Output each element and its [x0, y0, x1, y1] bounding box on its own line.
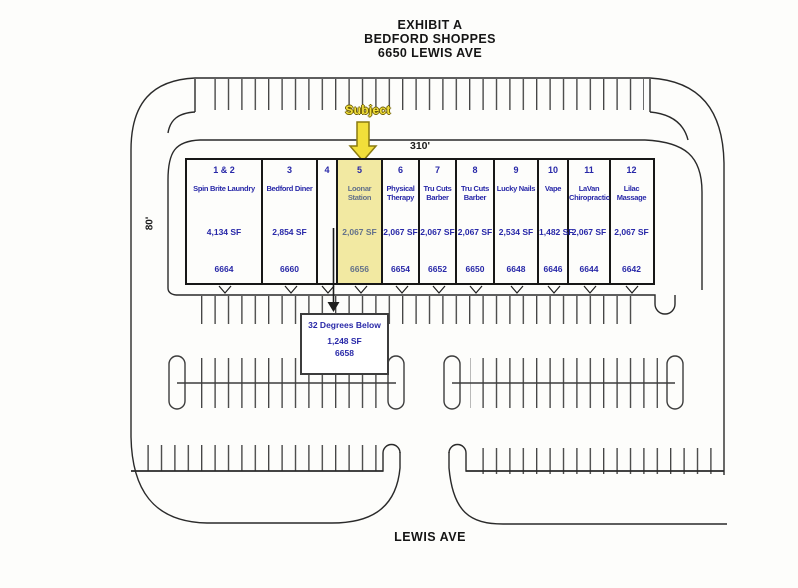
unit-9 — [495, 160, 539, 283]
unit-number: 3 — [286, 165, 292, 175]
unit-number: 8 — [472, 165, 478, 175]
unit-8 — [457, 160, 495, 283]
unit-address: 6642 — [622, 264, 641, 274]
unit-4 — [318, 160, 338, 283]
unit-sf: 2,067 SF — [342, 227, 377, 237]
unit-name: Lilac Massage — [616, 184, 647, 202]
unit-sf: 2,067 SF — [383, 227, 418, 237]
unit-sf: 2,534 SF — [498, 227, 534, 237]
unit-number: 6 — [397, 165, 403, 175]
exhibit-title: EXHIBIT A — [397, 18, 463, 32]
frontage-dimension: 310' — [409, 140, 430, 152]
unit-number: 10 — [547, 165, 558, 175]
unit-address: 6646 — [543, 264, 563, 274]
unit-number: 12 — [626, 165, 637, 175]
subject-label: Subject — [345, 103, 391, 117]
unit-name: Loonar Station — [347, 184, 372, 202]
unit-name: Vape — [544, 184, 562, 193]
outparcel-address: 6658 — [335, 347, 354, 358]
unit-address: 6664 — [214, 264, 234, 274]
unit-3 — [263, 160, 318, 283]
outparcel-sf: 1,248 SF — [327, 335, 362, 346]
center-address: 6650 LEWIS AVE — [377, 46, 483, 60]
parking-row-bottom-right — [478, 448, 716, 474]
unit-sf: 2,067 SF — [571, 227, 607, 237]
unit-1-2 — [187, 160, 263, 283]
unit-number: 4 — [324, 165, 330, 175]
unit-name: Bedford Diner — [266, 184, 313, 193]
unit-sf: 2,067 SF — [420, 227, 455, 237]
unit-sf: 1,482 SF — [539, 227, 574, 237]
unit-address: 6644 — [579, 264, 599, 274]
unit-address: 6652 — [428, 264, 447, 274]
title-block — [230, 18, 630, 60]
outparcel-32-degrees-below — [300, 313, 389, 375]
unit-sf: 4,134 SF — [206, 227, 242, 237]
unit-address: 6648 — [506, 264, 526, 274]
door-notches — [219, 286, 638, 293]
unit-number: 9 — [513, 165, 519, 175]
outparcel-name: 32 Degrees Below — [308, 320, 381, 330]
unit-5-subject — [338, 160, 383, 283]
unit-name: Tru Cuts Barber — [460, 184, 490, 202]
unit-address: 6650 — [465, 264, 485, 274]
unit-name: Spin Brite Laundry — [193, 184, 255, 193]
unit-name: Tru Cuts Barber — [423, 184, 452, 202]
unit-name: Physical Therapy — [386, 184, 415, 202]
unit-number: 1 & 2 — [213, 165, 235, 175]
unit-number: 5 — [356, 165, 362, 175]
depth-dimension: 80' — [144, 216, 156, 231]
building-strip — [185, 158, 655, 285]
unit-sf: 2,067 SF — [457, 227, 493, 237]
center-name: BEDFORD SHOPPES — [364, 32, 496, 46]
unit-11 — [569, 160, 611, 283]
unit-address: 6660 — [280, 264, 299, 274]
parking-row-bottom-left — [142, 445, 378, 471]
unit-name: LaVan Chiropractic — [569, 184, 610, 202]
subject-arrow — [350, 122, 376, 161]
unit-7 — [420, 160, 457, 283]
unit-number: 11 — [584, 165, 594, 175]
street-label: LEWIS AVE — [394, 530, 466, 544]
parking-row-below-building — [196, 296, 643, 324]
unit-sf: 2,854 SF — [272, 227, 307, 237]
unit-address: 6656 — [350, 264, 369, 274]
unit-10 — [539, 160, 574, 283]
unit-name: Lucky Nails — [496, 184, 536, 193]
parking-row-top — [207, 79, 644, 110]
unit-number: 7 — [434, 165, 440, 175]
unit-12 — [611, 160, 652, 283]
unit-6 — [383, 160, 420, 283]
unit-address: 6654 — [391, 264, 410, 274]
unit-sf: 2,067 SF — [614, 227, 649, 237]
